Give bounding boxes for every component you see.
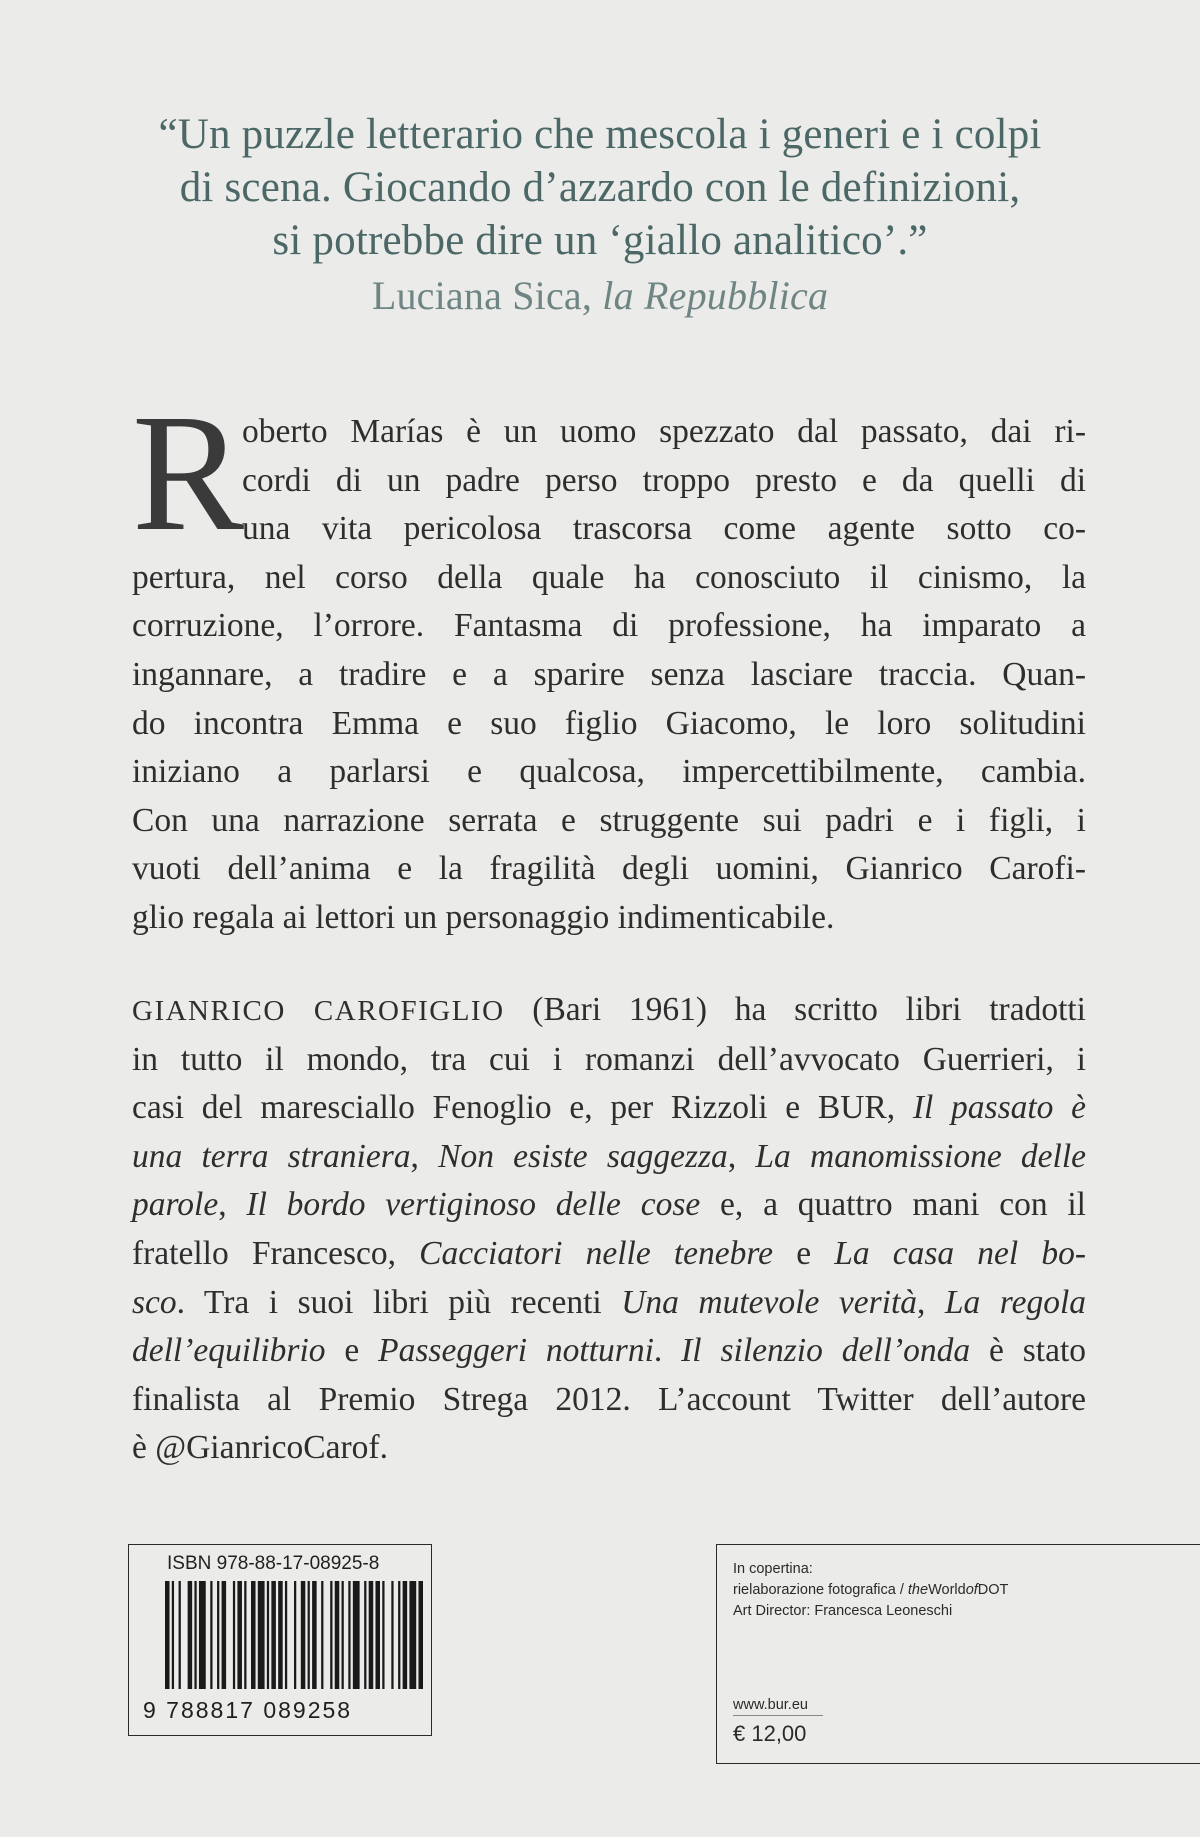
barcode-bar [364,1581,366,1689]
barcode-bar [251,1581,256,1689]
barcode-bar [294,1581,296,1689]
quote-author: Luciana Sica, [371,273,593,318]
barcode-bar [179,1581,181,1689]
barcode-bar [391,1581,393,1689]
blurb-quote [100,108,1100,322]
credits-box [716,1544,1200,1764]
barcode-bar [312,1581,317,1689]
bio-line: una terra straniera, Non esiste saggezza, La manomissione delle [132,1137,1087,1175]
barcode-bar [194,1581,196,1689]
barcode-bar [199,1581,206,1689]
author-name: GIANRICO CAROFIGLIO [132,995,505,1027]
bio-line: casi del maresciallo Fenoglio e, per Rizzoli e BUR, Il passato è [132,1089,1087,1127]
barcode-bar [258,1581,265,1689]
quote-line: “Un puzzle letterario che mescola i generi e i colpi [158,111,1042,158]
author-bio [132,986,1086,1473]
bio-line: dell’equilibrio e Passeggeri notturni. Il silenzio dell’onda è stato [132,1332,1087,1370]
synopsis [132,408,1086,943]
barcode-bar [267,1581,269,1689]
synopsis-line: una vita pericolosa trascorsa come agente sotto co- [242,510,1086,548]
bio-line: sco. Tra i suoi libri più recenti Una mutevole verità, La regola [132,1283,1087,1321]
quote-line: di scena. Giocando d’azzardo con le definizioni, [179,164,1021,211]
isbn-label: ISBN 978-88-17-08925-8 [167,1553,380,1574]
barcode-bar [330,1581,332,1689]
barcode-bar [301,1581,306,1689]
synopsis-line: vuoti dell’anima e la fragilità degli uomini, Gianrico Carofi- [132,850,1086,888]
barcode [165,1581,423,1689]
barcode-bar [369,1581,374,1689]
synopsis-line: Con una narrazione serrata e struggente sui padri e i figli, i [132,801,1086,839]
quote-line: si potrebbe dire un ‘giallo analitico’.” [272,217,928,264]
barcode-bar [308,1581,310,1689]
bio-line: finalista al Premio Strega 2012. L’account Twitter dell’autore [132,1380,1086,1418]
barcode-bar [233,1581,235,1689]
synopsis-line: oberto Marías è un uomo spezzato dal passato, dai ri- [242,413,1086,450]
synopsis-line: iniziano a parlarsi e qualcosa, impercettibilmente, cambia. [132,753,1086,791]
barcode-bar [285,1581,287,1689]
cover-credits [733,1559,1008,1622]
barcode-bar [244,1581,246,1689]
barcode-bar [188,1581,193,1689]
barcode-bar [321,1581,323,1689]
bio-line: fratello Francesco, Cacciatori nelle tenebre e La casa nel bo- [132,1234,1086,1272]
barcode-bar [348,1581,350,1689]
bio-line: parole, Il bordo vertiginoso delle cose e, a quattro mani con il [132,1186,1086,1224]
barcode-bar [342,1581,344,1689]
synopsis-line: cordi di un padre perso troppo presto e da quelli di [242,461,1086,499]
barcode-bar [278,1581,283,1689]
barcode-bar [222,1581,227,1689]
barcode-bar [403,1581,408,1689]
barcode-bar [353,1581,360,1689]
credits-photo: rielaborazione fotografica / theWorldofDOT [733,1582,1009,1598]
ean-number: 9 788817 089258 [143,1697,353,1723]
barcode-bar [217,1581,219,1689]
barcode-bar [382,1581,384,1689]
synopsis-line: glio regala ai lettori un personaggio indimenticabile. [132,898,835,936]
synopsis-line: ingannare, a tradire e a sparire senza lasciare traccia. Quan- [132,655,1086,693]
barcode-bar [418,1581,423,1689]
barcode-bar [398,1581,400,1689]
drop-cap: R [132,380,245,566]
barcode-bar [210,1581,212,1689]
credits-art-director: Art Director: Francesca Leoneschi [733,1603,953,1619]
synopsis-line: pertura, nel corso della quale ha conosciuto il cinismo, la [132,558,1086,596]
bio-line: in tutto il mondo, tra cui i romanzi dell’avvocato Guerrieri, i [132,1040,1086,1078]
barcode-bar [375,1581,380,1689]
bio-line: GIANRICO CAROFIGLIO (Bari 1961) ha scritto libri tradotti [132,991,1086,1028]
barcode-bar [172,1581,174,1689]
synopsis-line: do incontra Emma e suo figlio Giacomo, le loro solitudini [132,704,1086,742]
price: € 12,00 [733,1721,807,1746]
quote-attribution [100,269,1100,322]
barcode-bar [165,1581,170,1689]
credits-heading: In copertina: [733,1561,813,1577]
barcode-bar [237,1581,242,1689]
barcode-bar [271,1581,276,1689]
website: www.bur.eu [733,1697,823,1716]
synopsis-line: corruzione, l’orrore. Fantasma di professione, ha imparato a [132,607,1086,645]
barcode-box [128,1544,432,1736]
quote-source: la Repubblica [602,273,829,318]
bio-line: è @GianricoCarof. [132,1429,388,1467]
barcode-bar [409,1581,416,1689]
barcode-bar [335,1581,340,1689]
